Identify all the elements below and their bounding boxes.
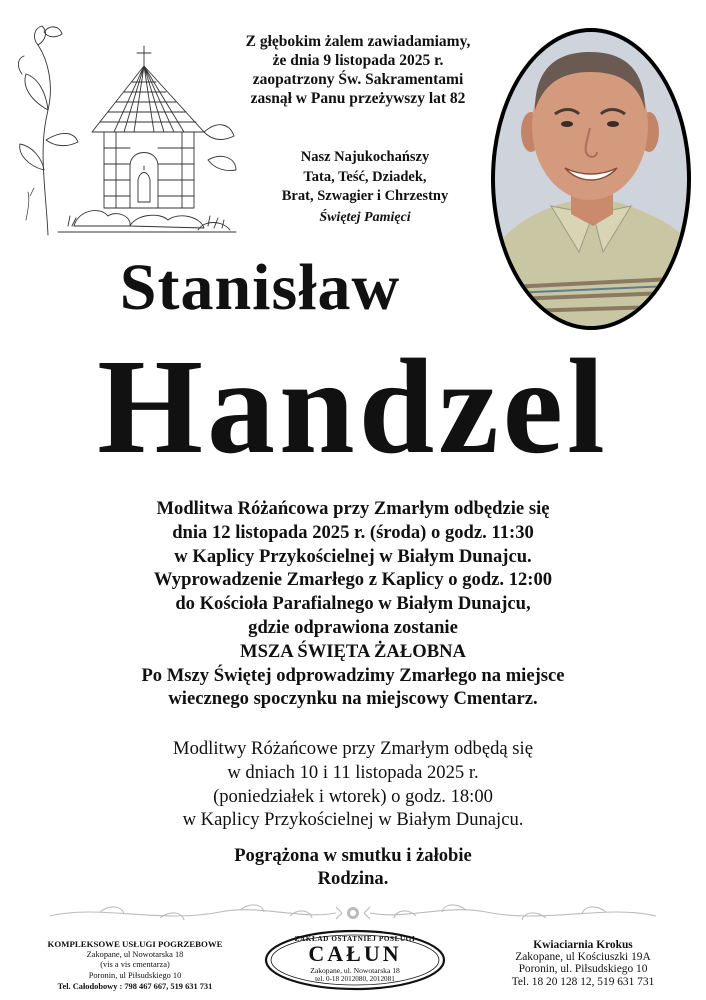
- announcement-intro: [232, 32, 484, 108]
- rosary-prayers: [20, 737, 686, 832]
- funeral-services-address: Zakopane, ul Nowotarska 18: [86, 949, 184, 959]
- mourning-line: Rodzina.: [317, 868, 389, 889]
- chapel-illustration: [8, 20, 243, 245]
- florist-phone: Tel. 18 20 128 12, 519 631 731: [511, 975, 655, 988]
- mourning-line: Pogrążona w smutku i żałobie: [234, 845, 472, 866]
- family-relations: [252, 148, 478, 207]
- ceremony-details: [20, 497, 686, 711]
- florist-title: Kwiaciarnia Krokus: [533, 939, 633, 951]
- logo-top-text: ZAKŁAD OSTATNIEJ POSŁUGI: [294, 935, 416, 943]
- floral-ornament-divider: [40, 900, 666, 926]
- funeral-services-phone: Tel. Całodobowy : 798 467 667, 519 631 731: [57, 982, 213, 992]
- logo-phone: tel. 0-18 2012080, 2012081: [315, 975, 395, 983]
- logo-name: CAŁUN: [308, 941, 402, 966]
- ceremony-line: w Kaplicy Przykościelnej w Białym Dunajcu.: [174, 545, 532, 567]
- funeral-services-info: [18, 939, 252, 993]
- ceremony-line: dnia 12 listopada 2025 r. (środa) o godz. 11:30: [172, 521, 534, 543]
- funeral-services-note: (vis a vis cmentarza): [100, 960, 170, 970]
- ceremony-line: do Kościoła Parafialnego w Białym Dunajcu,: [175, 593, 531, 615]
- last-name: Handzel: [97, 332, 609, 482]
- ceremony-line: wiecznego spoczynku na miejscowy Cmentarz.: [168, 688, 538, 710]
- intro-line: Z głębokim żalem zawiadamiamy,: [245, 33, 471, 50]
- prayers-line: w dniach 10 i 11 listopada 2025 r.: [227, 761, 479, 783]
- memory-label: Świętej Pamięci: [319, 210, 411, 225]
- family-line: Tata, Teść, Dziadek,: [303, 168, 427, 185]
- florist-address: Zakopane, ul Kościuszki 19A: [515, 951, 651, 964]
- ceremony-line: Modlitwa Różańcowa przy Zmarłym odbędzie się: [156, 498, 550, 519]
- mourning-family: [120, 844, 586, 890]
- deceased-portrait: [489, 26, 693, 332]
- calun-logo: [264, 929, 446, 991]
- ceremony-line: Po Mszy Świętej odprowadzimy Zmarłego na miejsce: [141, 664, 565, 686]
- family-line: Brat, Szwagier i Chrzestny: [281, 188, 449, 204]
- funeral-services-address: Poronin, ul Piłsudskiego 10: [88, 970, 182, 980]
- ceremony-line: gdzie odprawiona zostanie: [248, 616, 458, 638]
- intro-line: zasnął w Panu przeżywszy lat 82: [250, 90, 466, 107]
- intro-line: że dnia 9 listopada 2025 r.: [272, 52, 444, 69]
- florist-address: Poronin, ul. Piłsudskiego 10: [518, 963, 648, 976]
- funeral-services-title: KOMPLEKSOWE USŁUGI POGRZEBOWE: [47, 939, 223, 949]
- first-name: Stanisław: [119, 251, 401, 324]
- intro-line: zaopatrzony Św. Sakramentami: [252, 71, 464, 88]
- ceremony-line: MSZA ŚWIĘTA ŻAŁOBNA: [240, 640, 466, 662]
- prayers-line: Modlitwy Różańcowe przy Zmarłym odbędą się: [173, 738, 533, 759]
- prayers-line: w Kaplicy Przykościelnej w Białym Dunajcu.: [182, 809, 524, 831]
- logo-address: Zakopane, ul. Nowotarska 18: [310, 966, 400, 975]
- prayers-line: (poniedziałek i wtorek) o godz. 18:00: [213, 785, 493, 807]
- ceremony-line: Wyprowadzenie Zmarłego z Kaplicy o godz. 12:00: [153, 569, 553, 591]
- florist-info: [474, 939, 692, 988]
- family-line: Nasz Najukochańszy: [300, 149, 430, 165]
